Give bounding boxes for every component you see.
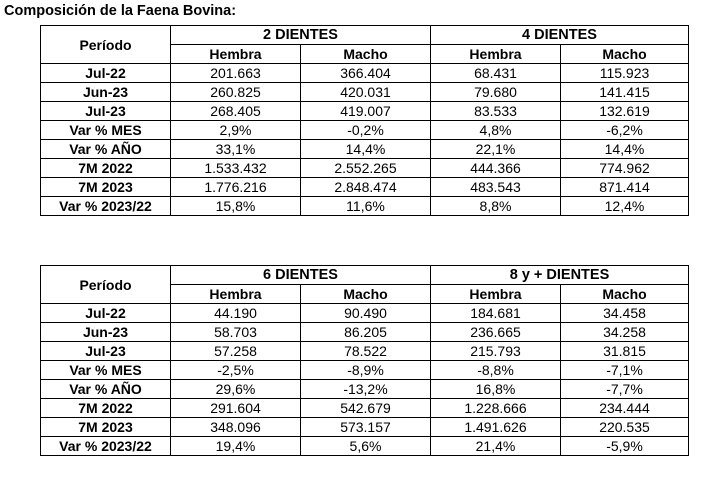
page-title: Composición de la Faena Bovina: — [4, 3, 237, 19]
table-cell: 58.703 — [171, 323, 301, 342]
table-row — [41, 83, 689, 102]
table-cell: 5,6% — [301, 437, 431, 456]
sex-subheader: Macho — [561, 285, 689, 304]
table-cell: 573.157 — [301, 418, 431, 437]
sex-subheader: Macho — [301, 285, 431, 304]
period-header: Período — [41, 26, 171, 64]
table-cell: -7,1% — [561, 361, 689, 380]
table-cell: 57.258 — [171, 342, 301, 361]
faena-table-1 — [40, 25, 689, 216]
table-cell: -5,9% — [561, 437, 689, 456]
table-cell: -2,5% — [171, 361, 301, 380]
row-label: Var % MES — [41, 121, 171, 140]
table-cell: -6,2% — [561, 121, 689, 140]
table-cell: 483.543 — [431, 178, 561, 197]
table-cell: 83.533 — [431, 102, 561, 121]
table-cell: 22,1% — [431, 140, 561, 159]
group-header: 8 y + DIENTES — [431, 266, 689, 285]
table-cell: 220.535 — [561, 418, 689, 437]
row-label: Jun-23 — [41, 323, 171, 342]
table-cell: 31.815 — [561, 342, 689, 361]
table-cell: 11,6% — [301, 197, 431, 216]
table-row — [41, 197, 689, 216]
table-cell: 12,4% — [561, 197, 689, 216]
table-cell: -0,2% — [301, 121, 431, 140]
table-row — [41, 159, 689, 178]
table-cell: 236.665 — [431, 323, 561, 342]
table-cell: 871.414 — [561, 178, 689, 197]
table-cell: 29,6% — [171, 380, 301, 399]
row-label: 7M 2022 — [41, 399, 171, 418]
table-cell: -8,8% — [431, 361, 561, 380]
table-cell: 1.491.626 — [431, 418, 561, 437]
table-cell: 420.031 — [301, 83, 431, 102]
table-row — [41, 304, 689, 323]
table-cell: -13,2% — [301, 380, 431, 399]
table-cell: 2.848.474 — [301, 178, 431, 197]
table-cell: 34.458 — [561, 304, 689, 323]
table-cell: 201.663 — [171, 64, 301, 83]
table-row — [41, 380, 689, 399]
row-label: Jul-23 — [41, 342, 171, 361]
table-cell: 34.258 — [561, 323, 689, 342]
table-cell: 1.533.432 — [171, 159, 301, 178]
table-cell: 2,9% — [171, 121, 301, 140]
table-row — [41, 418, 689, 437]
table-row — [41, 323, 689, 342]
table-cell: 8,8% — [431, 197, 561, 216]
row-label: 7M 2023 — [41, 178, 171, 197]
table-cell: 444.366 — [431, 159, 561, 178]
sex-subheader: Macho — [301, 45, 431, 64]
sex-subheader: Hembra — [171, 45, 301, 64]
table-cell: 260.825 — [171, 83, 301, 102]
table-cell: 78.522 — [301, 342, 431, 361]
table-cell: 141.415 — [561, 83, 689, 102]
row-label: Jul-23 — [41, 102, 171, 121]
sex-subheader: Hembra — [431, 45, 561, 64]
table-cell: 4,8% — [431, 121, 561, 140]
table-cell: 348.096 — [171, 418, 301, 437]
table-cell: 44.190 — [171, 304, 301, 323]
table-cell: 115.923 — [561, 64, 689, 83]
table-cell: 419.007 — [301, 102, 431, 121]
table-row — [41, 64, 689, 83]
row-label: 7M 2023 — [41, 418, 171, 437]
table-cell: 90.490 — [301, 304, 431, 323]
table-cell: 2.552.265 — [301, 159, 431, 178]
group-header-row — [41, 266, 689, 285]
table-cell: 15,8% — [171, 197, 301, 216]
table-cell: 14,4% — [301, 140, 431, 159]
table-cell: 33,1% — [171, 140, 301, 159]
table-cell: -7,7% — [561, 380, 689, 399]
row-label: Jul-22 — [41, 64, 171, 83]
table-row — [41, 361, 689, 380]
table-cell: 215.793 — [431, 342, 561, 361]
table-row — [41, 342, 689, 361]
table-cell: 1.228.666 — [431, 399, 561, 418]
group-header: 4 DIENTES — [431, 26, 689, 45]
row-label: Var % 2023/22 — [41, 437, 171, 456]
faena-table-2 — [40, 265, 689, 456]
group-header: 2 DIENTES — [171, 26, 431, 45]
table-cell: 542.679 — [301, 399, 431, 418]
table-row — [41, 178, 689, 197]
table-row — [41, 121, 689, 140]
table-cell: 291.604 — [171, 399, 301, 418]
table-row — [41, 399, 689, 418]
group-header-row — [41, 26, 689, 45]
group-header: 6 DIENTES — [171, 266, 431, 285]
period-header: Período — [41, 266, 171, 304]
row-label: Var % 2023/22 — [41, 197, 171, 216]
table-cell: 16,8% — [431, 380, 561, 399]
row-label: Var % AÑO — [41, 140, 171, 159]
table-row — [41, 140, 689, 159]
table-cell: 234.444 — [561, 399, 689, 418]
table-cell: 1.776.216 — [171, 178, 301, 197]
row-label: Var % MES — [41, 361, 171, 380]
row-label: Jul-22 — [41, 304, 171, 323]
table-cell: 79.680 — [431, 83, 561, 102]
sex-subheader: Hembra — [431, 285, 561, 304]
table-row — [41, 102, 689, 121]
table-cell: 774.962 — [561, 159, 689, 178]
table-row — [41, 437, 689, 456]
row-label: Var % AÑO — [41, 380, 171, 399]
table-cell: 19,4% — [171, 437, 301, 456]
table-cell: -8,9% — [301, 361, 431, 380]
table-cell: 132.619 — [561, 102, 689, 121]
table-cell: 366.404 — [301, 64, 431, 83]
row-label: Jun-23 — [41, 83, 171, 102]
table-cell: 184.681 — [431, 304, 561, 323]
table-cell: 14,4% — [561, 140, 689, 159]
table-cell: 21,4% — [431, 437, 561, 456]
table-cell: 268.405 — [171, 102, 301, 121]
table-cell: 68.431 — [431, 64, 561, 83]
row-label: 7M 2022 — [41, 159, 171, 178]
table-cell: 86.205 — [301, 323, 431, 342]
sex-subheader: Hembra — [171, 285, 301, 304]
sex-subheader: Macho — [561, 45, 689, 64]
